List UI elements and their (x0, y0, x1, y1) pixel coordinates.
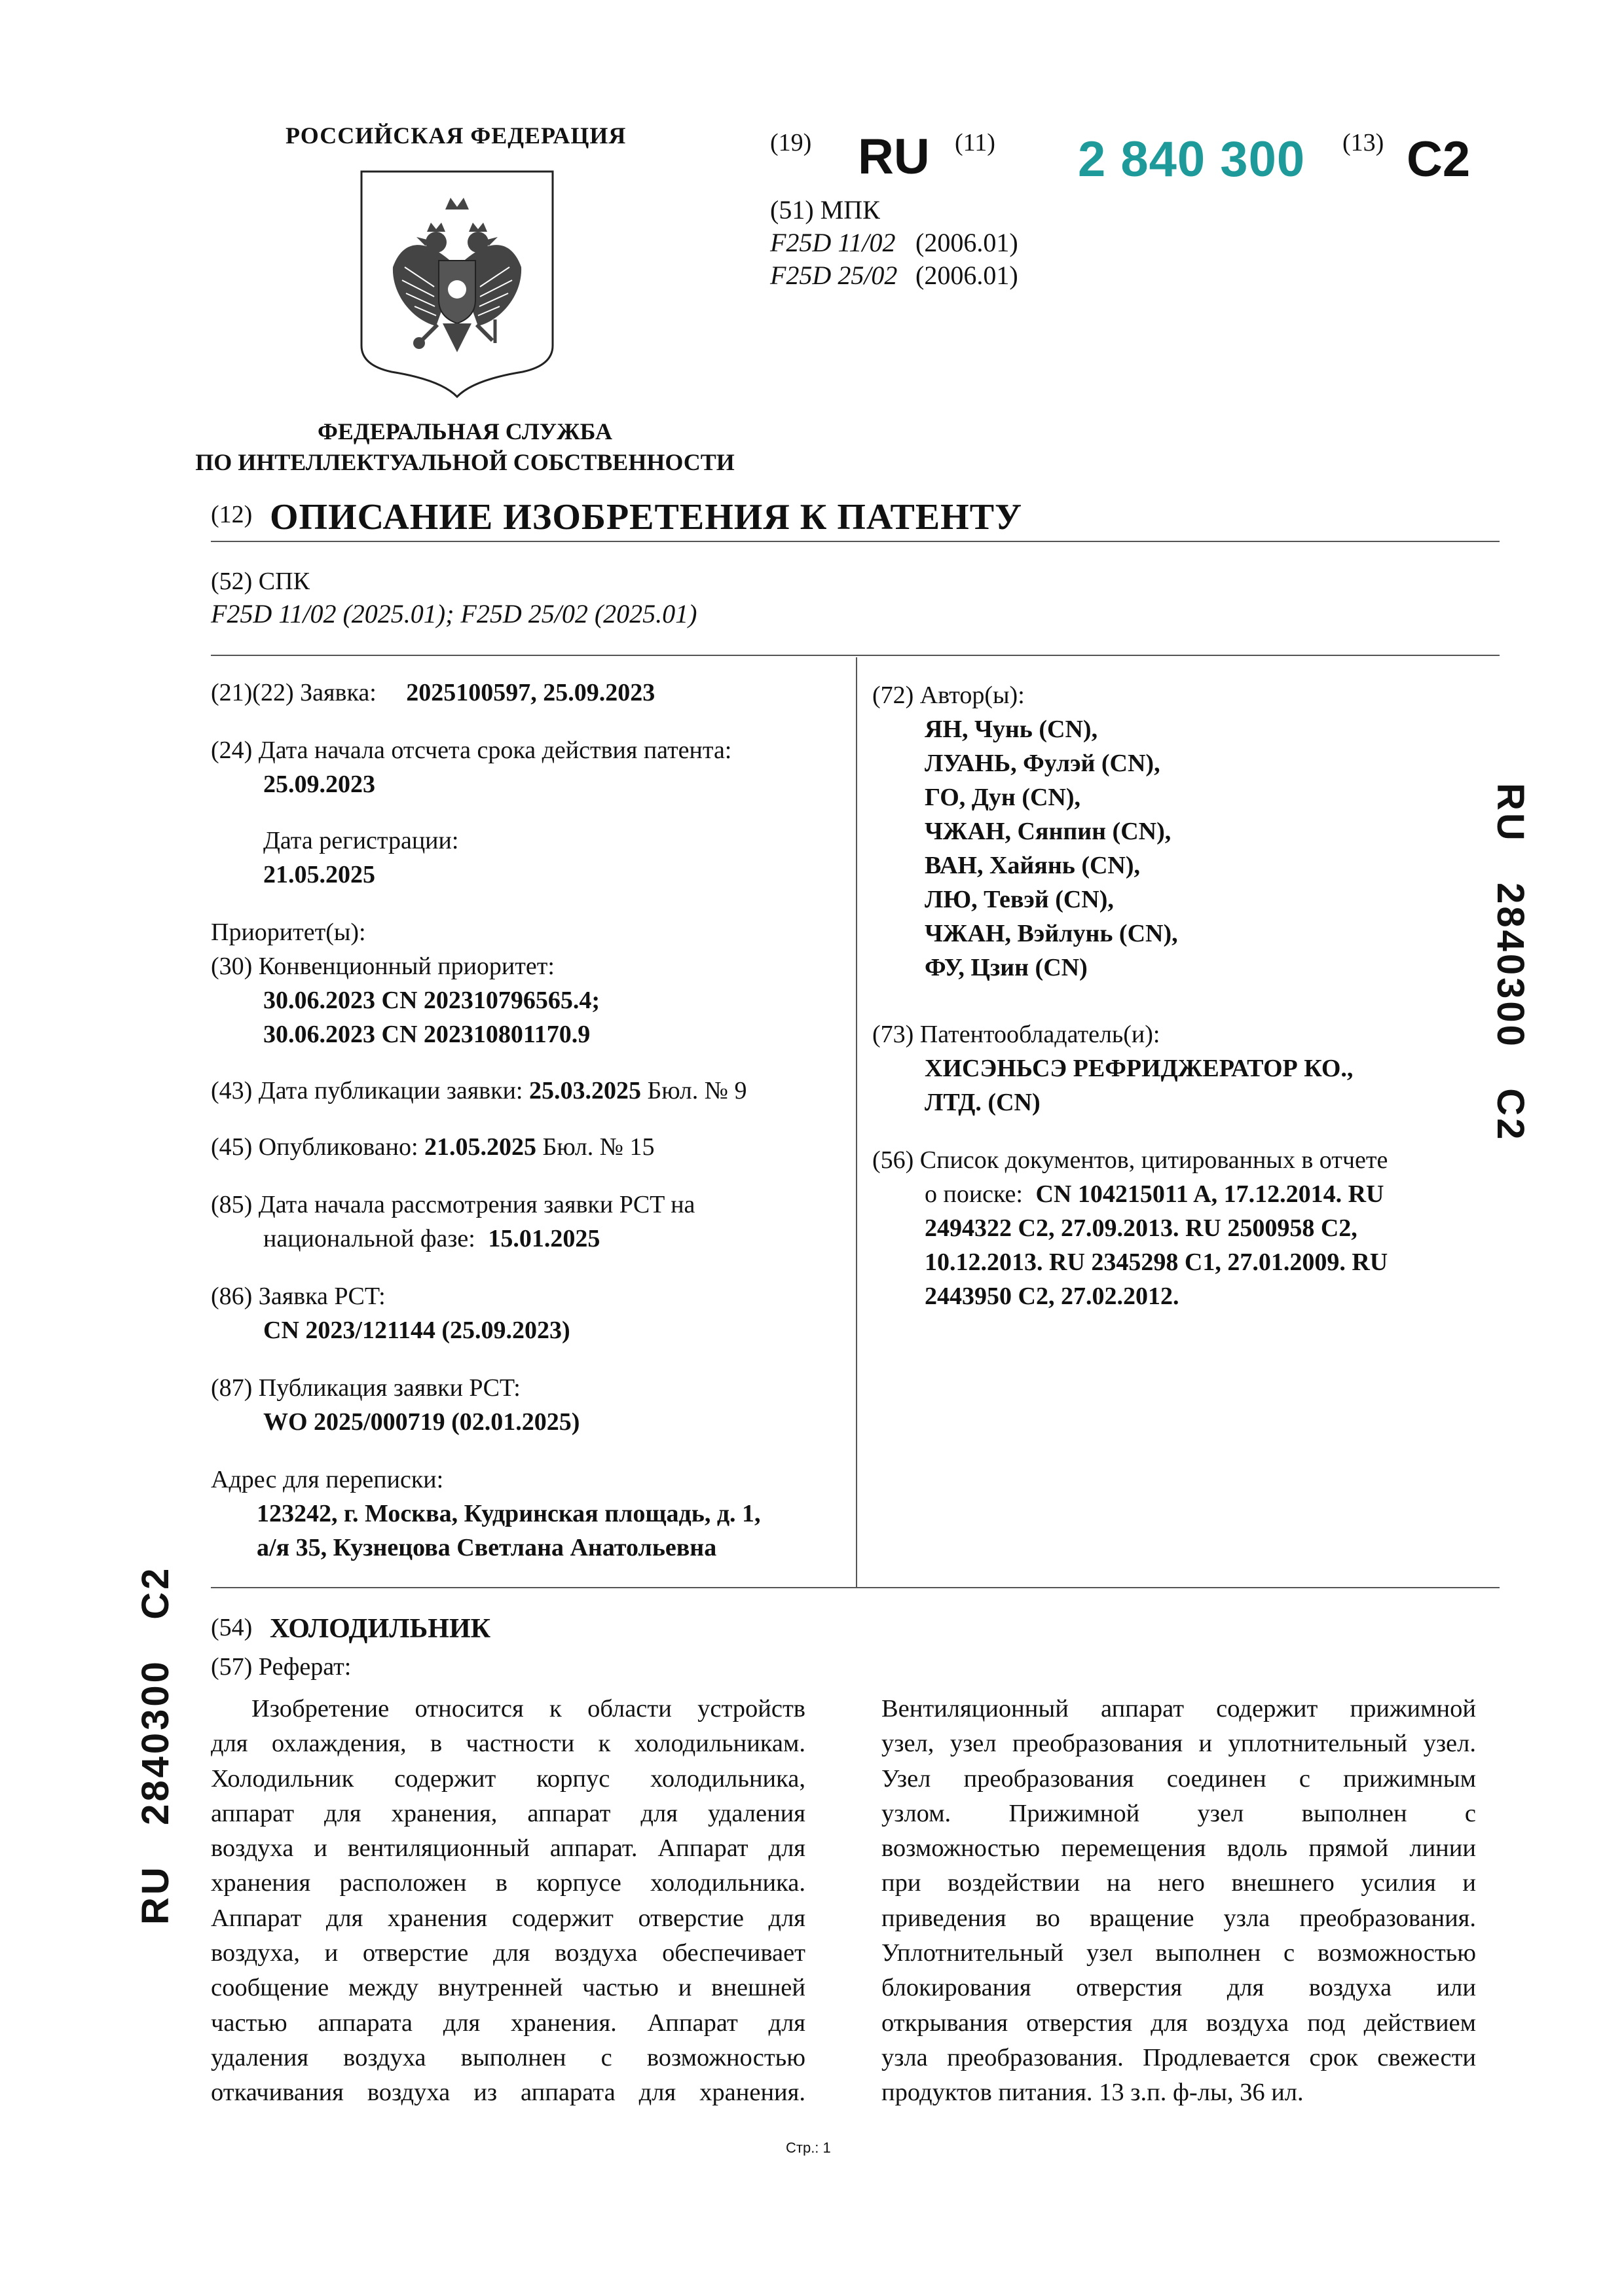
application-publication-row (211, 1074, 747, 1108)
cited-documents-label-2: о поиске: (925, 1180, 1023, 1208)
pct-national-phase-row (263, 1222, 600, 1256)
pct-publication-value: WO 2025/000719 (02.01.2025) (263, 1408, 580, 1436)
side-patent-id-right: RU 2840300 C2 (1489, 783, 1532, 1142)
abstract-line: Уплотнительный узел выполнен с возможностью (881, 1939, 1476, 1967)
patent-owner-name (925, 1051, 1353, 1120)
abstract-text-left (211, 1692, 805, 2111)
registration-value: 21.05.2025 (263, 861, 375, 888)
published-row (211, 1130, 655, 1164)
mpk-row (770, 259, 1018, 292)
mpk-block (770, 194, 1018, 292)
term-value: 25.09.2023 (263, 771, 375, 798)
abstract-line: частью аппарата для хранения. Аппарат для (211, 2009, 805, 2037)
author-name: ГО, Дун (CN), (925, 784, 1081, 811)
pct-national-phase-label: (85) Дата начала рассмотрения заявки PCT на (211, 1191, 695, 1218)
priority-value: 30.06.2023 CN 202310801170.9 (263, 1021, 591, 1048)
authors-list (925, 712, 1178, 985)
patent-owner-line: ЛТД. (CN) (925, 1089, 1041, 1116)
author-name: ВАН, Хайянь (CN), (925, 852, 1141, 879)
pct-national-phase-date: 15.01.2025 (488, 1225, 600, 1252)
side-patent-id-left: RU 2840300 C2 (134, 1565, 177, 1925)
author-name: ЯН, Чунь (CN), (925, 716, 1098, 743)
cited-documents-label: (56) Список документов, цитированных в отчете (872, 1146, 1388, 1174)
conventional-priority-label: (30) Конвенционный приоритет: (211, 953, 555, 980)
abstract-line: открывания отверстия для воздуха под действием (881, 2009, 1476, 2037)
title-divider (211, 541, 1500, 542)
author-name: ЧЖАН, Сянпин (CN), (925, 818, 1172, 845)
column-divider (856, 657, 857, 1587)
mpk-version: (2006.01) (915, 261, 1018, 290)
mpk-class: F25D 25/02 (770, 261, 898, 290)
cited-document: 10.12.2013. RU 2345298 C1, 27.01.2009. RU (925, 1248, 1388, 1276)
service-line-2: ПО ИНТЕЛЛЕКТУАЛЬНОЙ СОБСТВЕННОСТИ (195, 449, 735, 475)
author-name: ЧЖАН, Вэйлунь (CN), (925, 920, 1178, 947)
spk-divider (211, 655, 1500, 656)
abstract-line: блокирования отверстия для воздуха или (881, 1974, 1476, 2002)
abstract-line: Аппарат для хранения содержит отверстие для (211, 1904, 805, 1932)
abstract-line: Узел преобразования соединен с прижимным (881, 1764, 1476, 1793)
author-name: ЛУАНЬ, Фулэй (CN), (925, 750, 1160, 777)
pct-application-label: (86) Заявка PCT: (211, 1283, 386, 1310)
published-date: 21.05.2025 (424, 1133, 537, 1161)
abstract-text-right (881, 1692, 1476, 2111)
application-publication-bulletin: Бюл. № 9 (647, 1077, 747, 1104)
published-label: (45) Опубликовано: (211, 1133, 418, 1161)
mpk-class: F25D 11/02 (770, 228, 896, 257)
kind-code: C2 (1407, 132, 1471, 187)
abstract-divider (211, 1587, 1500, 1588)
cited-document: 2443950 C2, 27.02.2012. (925, 1283, 1179, 1310)
coat-of-arms-emblem-icon (359, 169, 555, 398)
abstract-line: узла преобразования. Продлевается срок свежести (881, 2043, 1476, 2071)
application-value: 2025100597, 25.09.2023 (406, 679, 655, 706)
author-name: ФУ, Цзин (CN) (925, 954, 1088, 981)
correspondence-address-label: Адрес для переписки: (211, 1466, 444, 1493)
abstract-line: Изобретение относится к области устройств (251, 1695, 805, 1722)
inid-code-12: (12) (211, 501, 253, 528)
mpk-label: (51) МПК (770, 195, 880, 225)
patent-number: 2 840 300 (1078, 132, 1306, 187)
abstract-label: (57) Реферат: (211, 1653, 352, 1681)
correspondence-address-line: 123242, г. Москва, Кудринская площадь, д. 1, (257, 1500, 761, 1527)
term-label: (24) Дата начала отсчета срока действия патента: (211, 737, 732, 764)
abstract-line: аппарат для хранения, аппарат для удаления (211, 1799, 805, 1827)
abstract-line: воздуха и вентиляционный аппарат. Аппарат для (211, 1834, 805, 1863)
cited-document: CN 104215011 A, 17.12.2014. RU (1035, 1180, 1384, 1208)
application-publication-label: (43) Дата публикации заявки: (211, 1077, 523, 1104)
application-publication-date: 25.03.2025 (528, 1077, 641, 1104)
inid-code-54: (54) (211, 1614, 253, 1641)
spk-label: (52) СПК (211, 568, 310, 595)
page-number: Стр.: 1 (786, 2140, 831, 2156)
abstract-line: узлом. Прижимной узел выполнен с (881, 1799, 1476, 1827)
abstract-line: при воздействии на него внешнего усилия и (881, 1869, 1476, 1897)
registration-label: Дата регистрации: (263, 827, 459, 854)
abstract-line: приведения во вращение узла преобразования. (881, 1904, 1476, 1932)
service-line-1: ФЕДЕРАЛЬНАЯ СЛУЖБА (318, 418, 612, 445)
invention-title: ХОЛОДИЛЬНИК (270, 1614, 491, 1644)
application-row (211, 676, 655, 710)
abstract-line: узел, узел преобразования и уплотнительный узел. (881, 1730, 1476, 1758)
author-name: ЛЮ, Тевэй (CN), (925, 886, 1114, 913)
abstract-line: откачивания воздуха из аппарата для хранения. (211, 2079, 805, 2107)
abstract-line: Вентиляционный аппарат содержит прижимной (881, 1695, 1476, 1722)
priority-value: 30.06.2023 CN 202310796565.4; (263, 987, 600, 1014)
abstract-line: сообщение между внутренней частью и внешней (211, 1974, 805, 2002)
mpk-row (770, 227, 1018, 259)
published-bulletin: Бюл. № 15 (542, 1133, 655, 1161)
pct-publication-label: (87) Публикация заявки PCT: (211, 1374, 521, 1402)
mpk-version: (2006.01) (915, 228, 1018, 257)
inid-code-19: (19) (770, 129, 812, 156)
abstract-line: хранения расположен в корпусе холодильника. (211, 1869, 805, 1897)
inid-code-13: (13) (1342, 129, 1384, 156)
country-code: RU (858, 129, 930, 185)
authors-label: (72) Автор(ы): (872, 682, 1025, 709)
inid-code-11: (11) (955, 129, 995, 156)
patent-owner-label: (73) Патентообладатель(и): (872, 1021, 1160, 1048)
priority-label: Приоритет(ы): (211, 919, 366, 946)
abstract-line: Холодильник содержит корпус холодильника, (211, 1764, 805, 1793)
application-label: (21)(22) Заявка: (211, 679, 377, 706)
spk-value: F25D 11/02 (2025.01); F25D 25/02 (2025.01) (211, 599, 697, 629)
abstract-line: удаления воздуха выполнен с возможностью (211, 2043, 805, 2071)
abstract-line: возможностью перемещения вдоль прямой линии (881, 1834, 1476, 1863)
cited-document: 2494322 C2, 27.09.2013. RU 2500958 C2, (925, 1214, 1357, 1242)
patent-owner-line: ХИСЭНЬСЭ РЕФРИДЖЕРАТОР КО., (925, 1055, 1354, 1082)
abstract-line: воздуха, и отверстие для воздуха обеспечивает (211, 1939, 805, 1967)
country-name: РОССИЙСКАЯ ФЕДЕРАЦИЯ (286, 122, 627, 149)
correspondence-address-line: а/я 35, Кузнецова Светлана Анатольевна (257, 1534, 717, 1561)
pct-application-value: CN 2023/121144 (25.09.2023) (263, 1317, 570, 1344)
abstract-line: для охлаждения, в частности к холодильникам. (211, 1730, 805, 1758)
pct-national-phase-label-2: национальной фазе: (263, 1225, 475, 1252)
document-title: ОПИСАНИЕ ИЗОБРЕТЕНИЯ К ПАТЕНТУ (270, 497, 1023, 538)
federal-service-name (157, 416, 773, 478)
cited-documents-first-row (925, 1177, 1384, 1211)
abstract-line: продуктов питания. 13 з.п. ф-лы, 36 ил. (881, 2079, 1304, 2107)
